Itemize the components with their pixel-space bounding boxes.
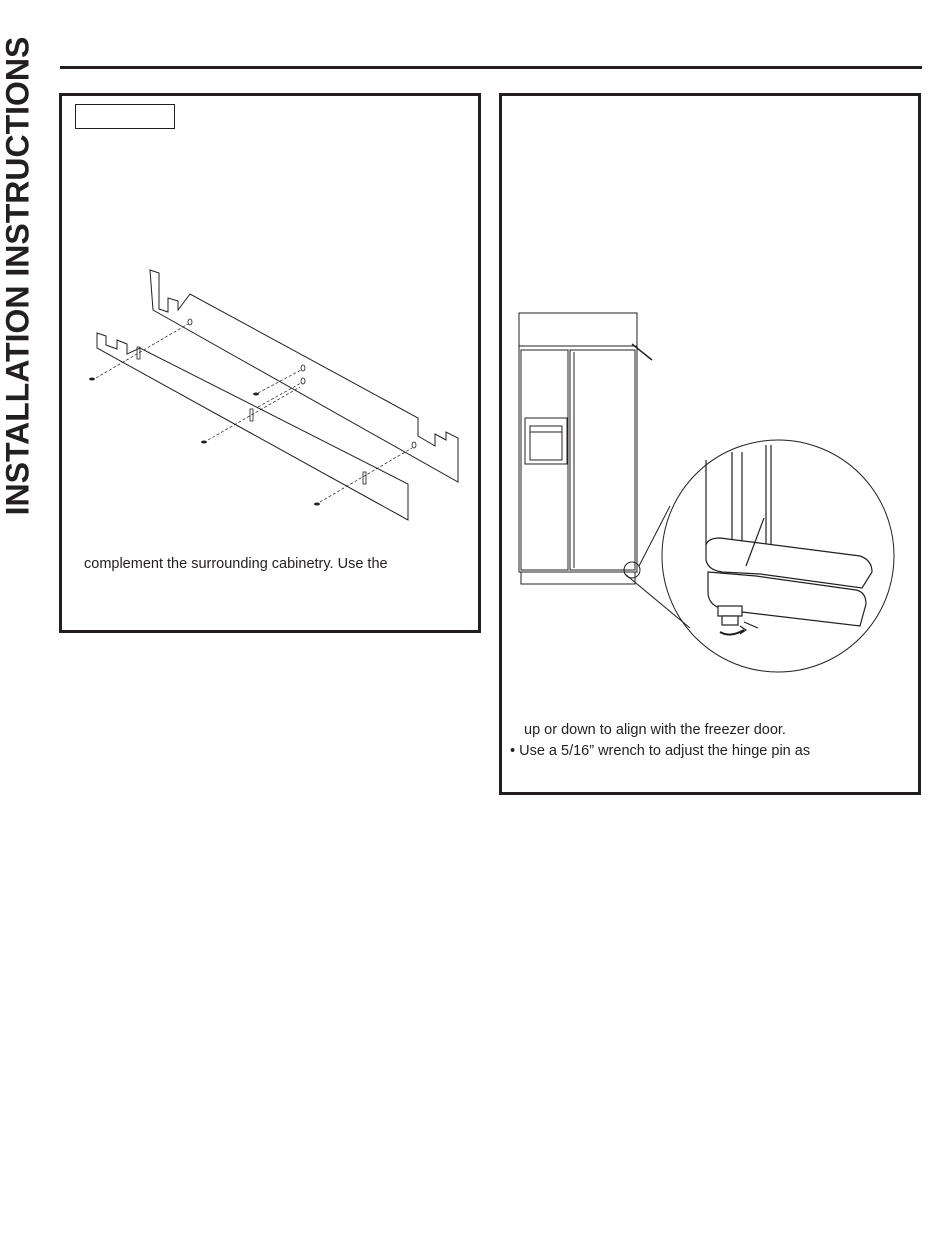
empty-label-box (75, 104, 175, 129)
header-rule (60, 66, 922, 69)
right-instruction-panel (499, 93, 921, 795)
right-panel-text-line-1: up or down to align with the freezer door. (524, 722, 786, 738)
right-panel-text-line-2: • Use a 5/16” wrench to adjust the hinge pin as (510, 743, 811, 759)
left-panel-text-line: complement the surrounding cabinetry. Use the (84, 556, 388, 572)
section-title-vertical: INSTALLATION INSTRUCTIONS (0, 36, 36, 516)
left-instruction-panel (59, 93, 481, 633)
